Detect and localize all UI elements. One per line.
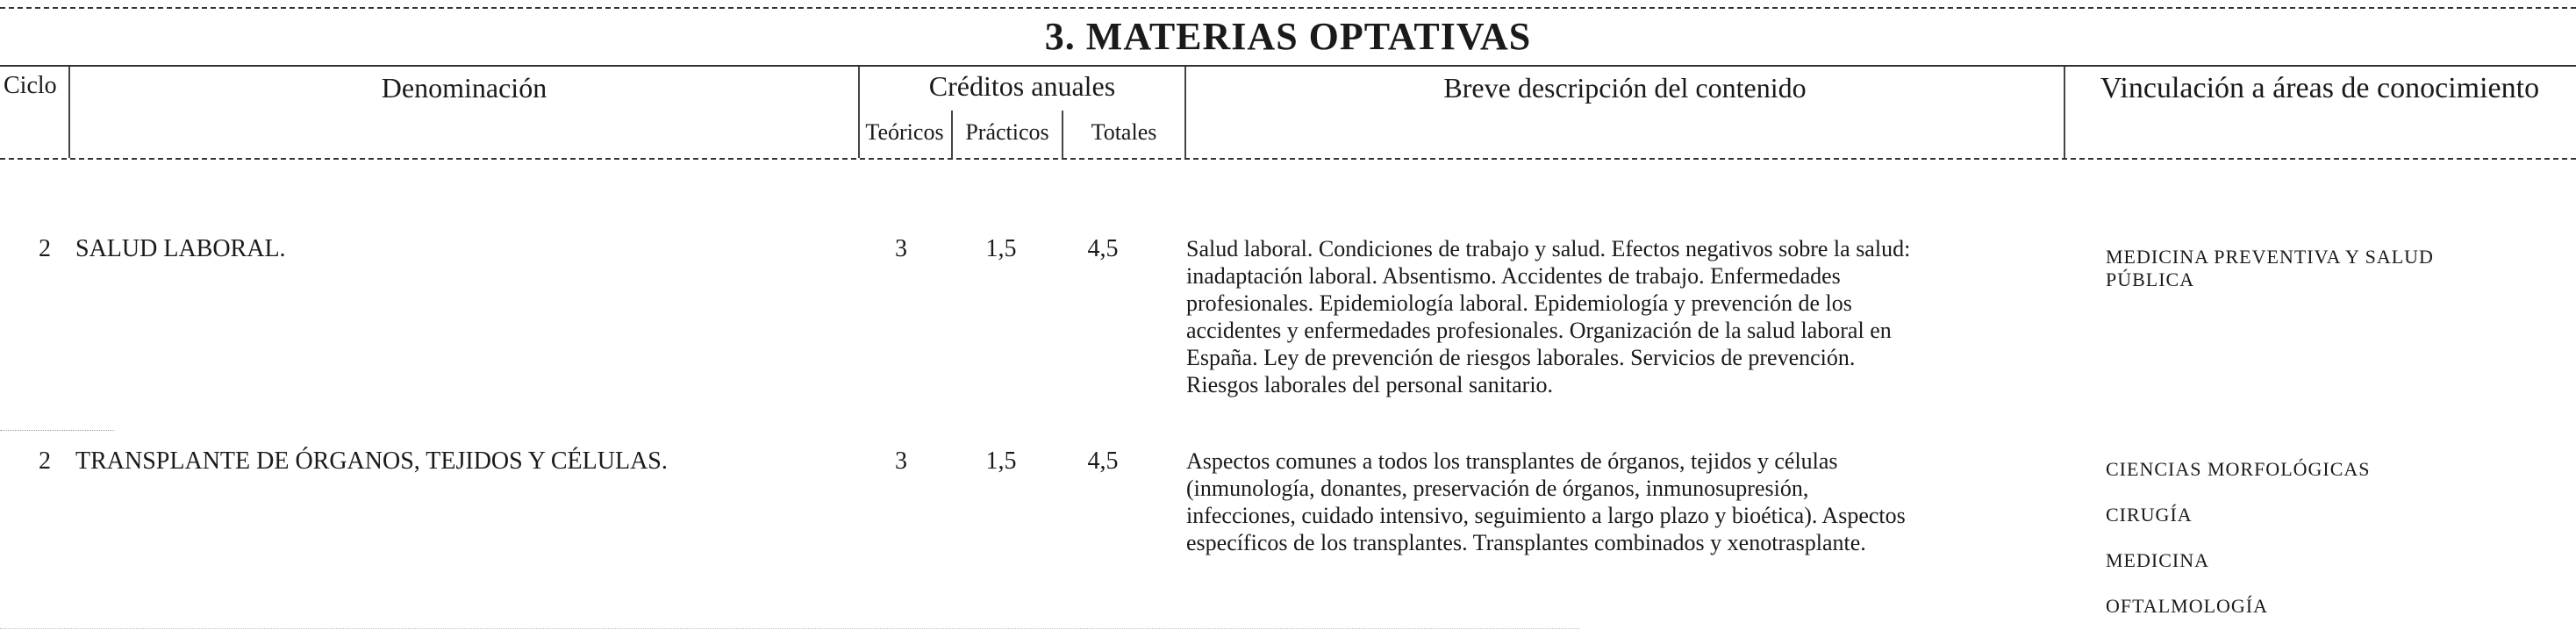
row1-totales: 4,5	[1087, 235, 1119, 262]
top-rule	[0, 7, 2576, 9]
header-totales: Totales	[1091, 119, 1157, 145]
row2-area: OFTALMOLOGÍA	[2106, 595, 2269, 617]
header-rule	[0, 158, 2576, 160]
row2-practicos: 1,5	[985, 447, 1017, 475]
row-separator	[0, 430, 114, 431]
row1-descripcion	[1186, 235, 2029, 398]
row2-descripcion	[1186, 447, 2029, 556]
row2-area: CIRUGÍA	[2106, 504, 2193, 526]
desc-line: España. Ley de prevención de riesgos laborales. Servicios de prevención.	[1186, 345, 1856, 370]
header-ciclo: Ciclo	[4, 72, 57, 99]
row1-area: MEDICINA PREVENTIVA Y SALUD PÚBLICA	[2106, 246, 2434, 290]
row1-ciclo: 2	[39, 235, 51, 262]
row1-teoricos: 3	[895, 235, 907, 262]
desc-line: accidentes y enfermedades profesionales. Organización de la salud laboral en	[1186, 318, 1892, 343]
row2-ciclo: 2	[39, 447, 51, 475]
desc-line: Salud laboral. Condiciones de trabajo y salud. Efectos negativos sobre la salud:	[1186, 236, 1911, 261]
header-teoricos: Teóricos	[865, 119, 944, 145]
row1-denominacion: SALUD LABORAL.	[75, 235, 286, 262]
desc-line: profesionales. Epidemiología laboral. Epidemiología y prevención de los	[1186, 290, 1852, 316]
header-practicos: Prácticos	[965, 119, 1049, 145]
row2-totales: 4,5	[1087, 447, 1119, 475]
desc-line: Aspectos comunes a todos los transplantes de órganos, tejidos y células	[1186, 448, 1838, 474]
row2-denominacion: TRANSPLANTE DE ÓRGANOS, TEJIDOS Y CÉLULAS.	[75, 447, 668, 475]
header-vinculacion: Vinculación a áreas de conocimiento	[2100, 72, 2540, 104]
desc-line: inadaptación laboral. Absentismo. Accidentes de trabajo. Enfermedades	[1186, 263, 1841, 289]
row2-area: MEDICINA	[2106, 549, 2209, 571]
desc-line: específicos de los transplantes. Transplantes combinados y xenotrasplante.	[1186, 530, 1866, 555]
row1-practicos: 1,5	[985, 235, 1017, 262]
desc-line: (inmunología, donantes, preservación de órganos, inmunosupresión,	[1186, 476, 1809, 501]
header-creditos: Créditos anuales	[928, 70, 1116, 102]
desc-line: infecciones, cuidado intensivo, seguimiento a largo plazo y bioética). Aspectos	[1186, 503, 1906, 528]
title-rule	[0, 65, 2576, 67]
desc-line: Riesgos laborales del personal sanitario.	[1186, 372, 1554, 397]
row2-area: CIENCIAS MORFOLÓGICAS	[2106, 458, 2371, 480]
section-title: 3. MATERIAS OPTATIVAS	[1044, 15, 1532, 58]
header-denominacion: Denominación	[381, 72, 547, 104]
bottom-rule	[0, 628, 1579, 629]
header-descripcion: Breve descripción del contenido	[1443, 72, 1807, 104]
row2-teoricos: 3	[895, 447, 907, 475]
